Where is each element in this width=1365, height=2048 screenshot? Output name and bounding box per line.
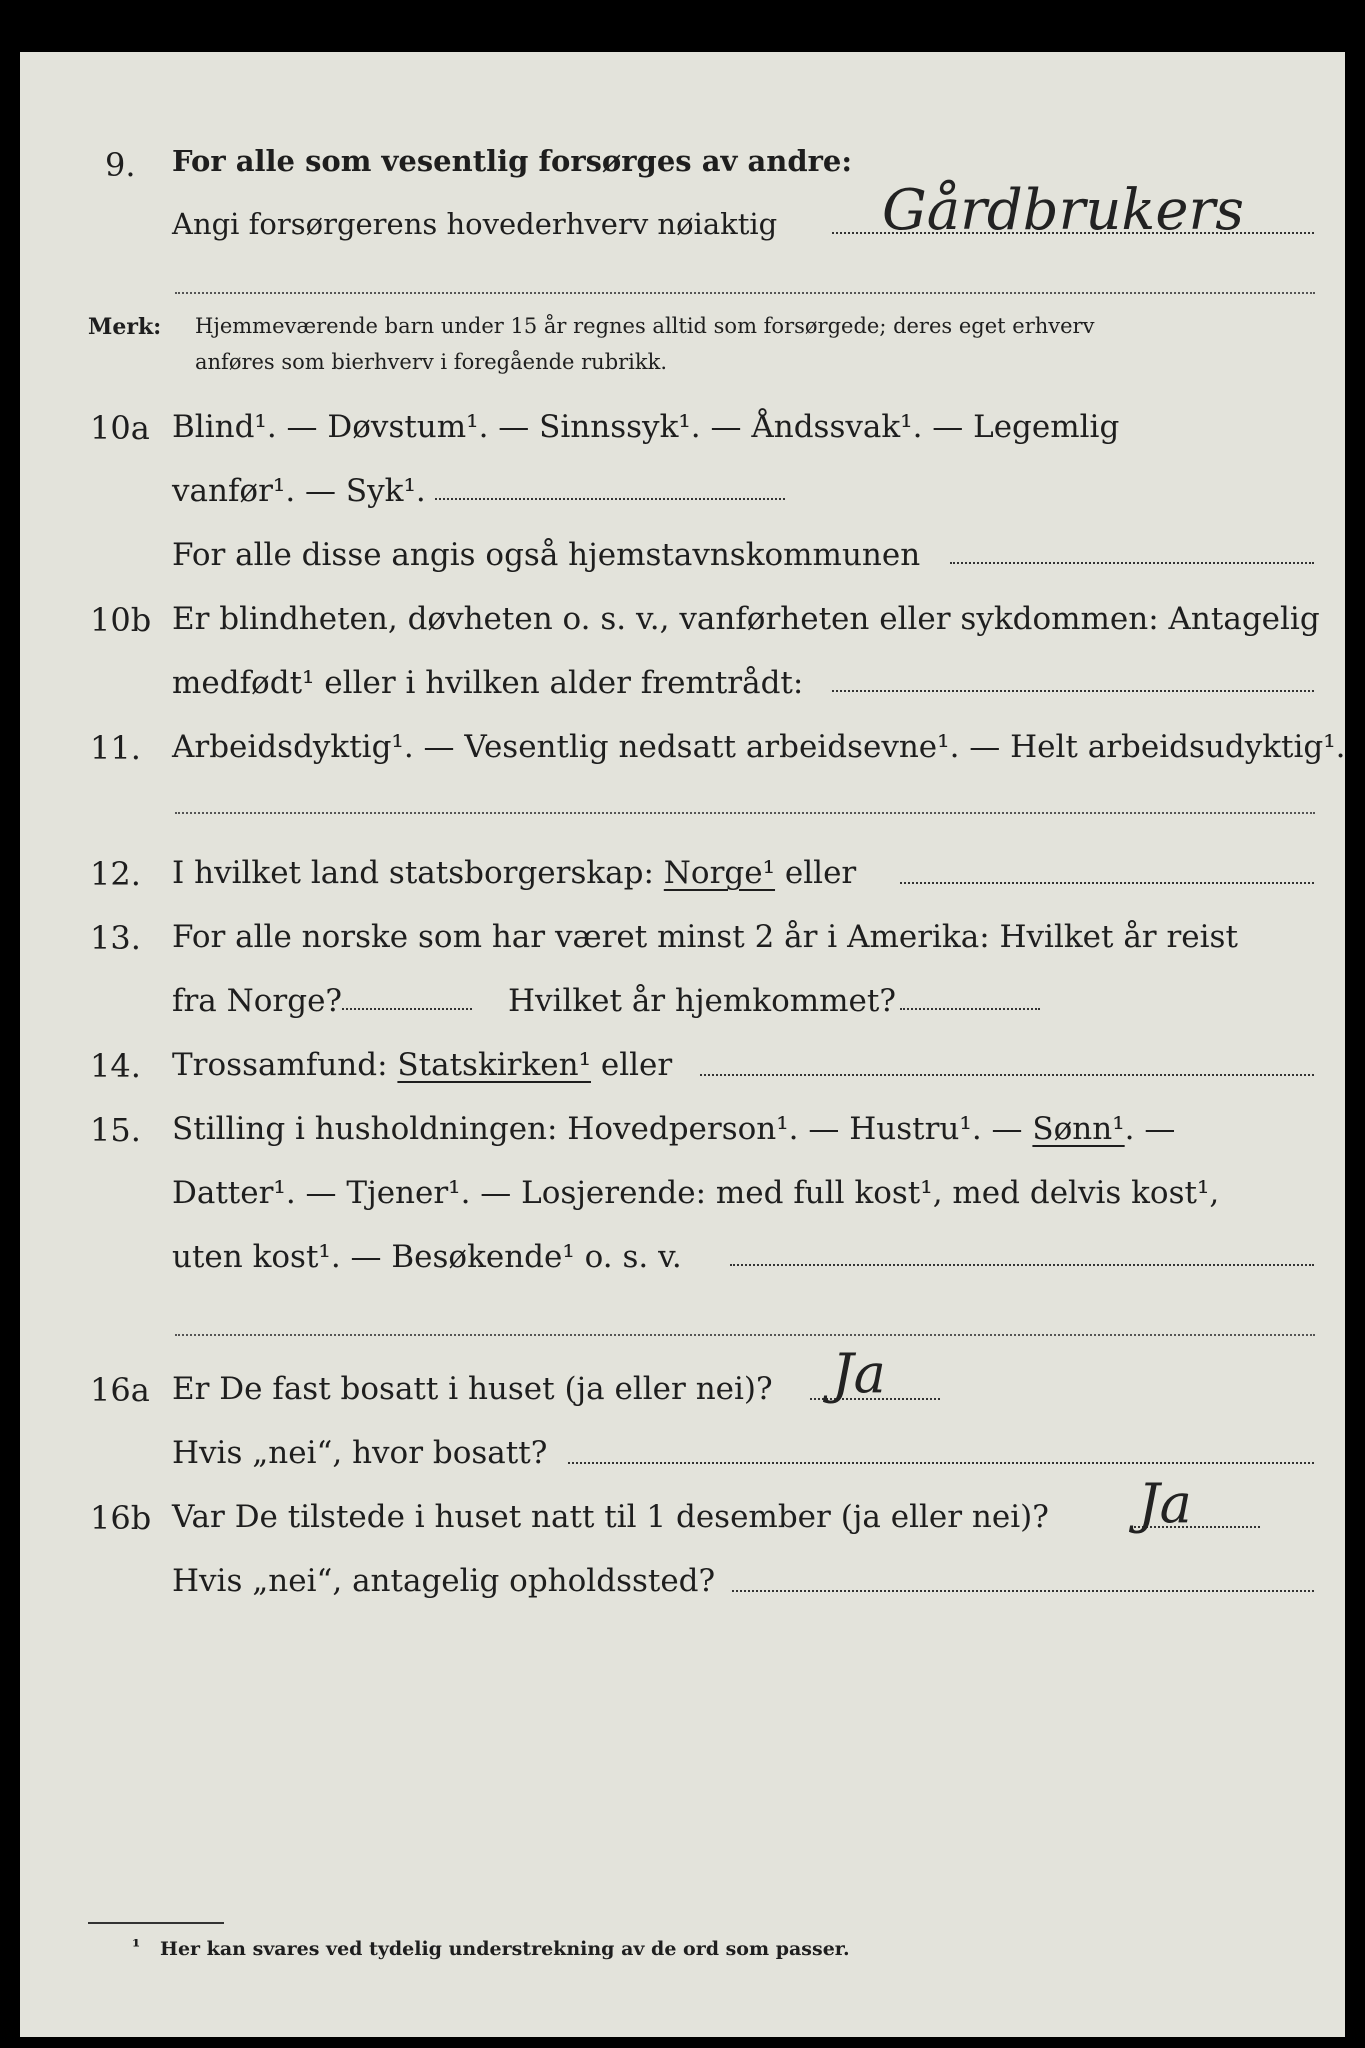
q10b-answer-line (832, 690, 1314, 692)
q15-number: 15. (90, 1111, 141, 1149)
q14-line (172, 1047, 673, 1083)
footnote-text: Her kan svares ved tydelig understrekning av de ord som passer. (160, 1938, 850, 1960)
q12-question: I hvilket land statsborgerskap: (172, 855, 654, 891)
q11-number: 11. (90, 729, 141, 767)
q10b-line2: medfødt¹ eller i hvilken alder fremtrådt: (172, 665, 804, 701)
footnote-mark: ¹ (132, 1936, 141, 1958)
q16b-line2: Hvis „nei“, antagelig opholdssted? (172, 1563, 716, 1599)
q14-underlined-answer: Statskirken¹ (397, 1047, 591, 1083)
q10b-line1: Er blindheten, døvheten o. s. v., vanførheten eller sykdommen: Antagelig (172, 601, 1320, 637)
q16b-opholdssted-line (732, 1590, 1314, 1592)
q9-line1: For alle som vesentlig forsørges av andre: (172, 144, 853, 178)
q12-eller: eller (784, 855, 857, 891)
census-form-page (20, 52, 1345, 2037)
q12-answer-line (900, 882, 1314, 884)
q9-number: 9. (105, 146, 136, 184)
q13-number: 13. (90, 919, 141, 957)
q13-line1: For alle norske som har været minst 2 år i Amerika: Hvilket år reist (172, 919, 1238, 955)
footnote-rule (88, 1922, 224, 1924)
q9-line2: Angi forsørgerens hovederhverv nøiaktig (172, 207, 778, 241)
q10a-kommune-line (950, 562, 1314, 564)
q16a-handwritten-answer: Ja (832, 1342, 886, 1405)
q14-label: Trossamfund: (172, 1047, 388, 1083)
q16a-number: 16a (90, 1371, 150, 1409)
q9-handwritten-answer: Gårdbrukers (882, 178, 1245, 243)
q15-line2: Datter¹. — Tjener¹. — Losjerende: med full kost¹, med delvis kost¹, (172, 1175, 1220, 1211)
q12-underlined-answer: Norge¹ (663, 855, 776, 891)
merk-line1: Hjemmeværende barn under 15 år regnes alltid som forsørgede; deres eget erhverv (195, 314, 1095, 338)
q16a-bosatt-line (568, 1462, 1314, 1464)
q16b-number: 16b (90, 1499, 152, 1537)
separator-rule (175, 1334, 1315, 1336)
q16a-line1: Er De fast bosatt i huset (ja eller nei)? (172, 1371, 773, 1407)
q13-hjemkommet-line (900, 1008, 1040, 1010)
q10a-line3: For alle disse angis også hjemstavnskommunen (172, 537, 921, 573)
q12-line (172, 855, 857, 891)
q14-number: 14. (90, 1047, 141, 1085)
q15-line1-text: Stilling i husholdningen: Hovedperson¹. — Hustru¹. — (172, 1111, 1023, 1147)
separator-rule (175, 292, 1315, 294)
q11-line1: Arbeidsdyktig¹. — Vesentlig nedsatt arbeidsevne¹. — Helt arbeidsudyktig¹. (172, 729, 1346, 765)
q10a-number: 10a (90, 409, 150, 447)
q13-reist-line (342, 1008, 472, 1010)
q16b-handwritten-answer: Ja (1138, 1472, 1192, 1535)
q10a-line2: vanfør¹. — Syk¹. (172, 473, 426, 509)
q16a-line2: Hvis „nei“, hvor bosatt? (172, 1435, 548, 1471)
q15-line3: uten kost¹. — Besøkende¹ o. s. v. (172, 1239, 682, 1275)
q10a-syk-line (435, 498, 785, 500)
q15-line1 (172, 1111, 1176, 1147)
q13-line2b: Hvilket år hjemkommet? (508, 983, 896, 1019)
q14-eller: eller (600, 1047, 673, 1083)
q15-line1-end: . — (1124, 1111, 1176, 1147)
q13-line2a: fra Norge? (172, 983, 343, 1019)
separator-rule (175, 812, 1315, 814)
q14-answer-line (700, 1074, 1314, 1076)
q15-answer-line (730, 1264, 1314, 1266)
q10b-number: 10b (90, 601, 152, 639)
q10a-line1: Blind¹. — Døvstum¹. — Sinnssyk¹. — Åndssvak¹. — Legemlig (172, 409, 1120, 445)
q12-number: 12. (90, 855, 141, 893)
q16b-line1: Var De tilstede i huset natt til 1 desember (ja eller nei)? (172, 1499, 1049, 1535)
q15-underlined-answer: Sønn¹ (1032, 1111, 1125, 1147)
merk-line2: anføres som bierhverv i foregående rubrikk. (195, 350, 668, 374)
merk-label: Merk: (88, 314, 162, 340)
